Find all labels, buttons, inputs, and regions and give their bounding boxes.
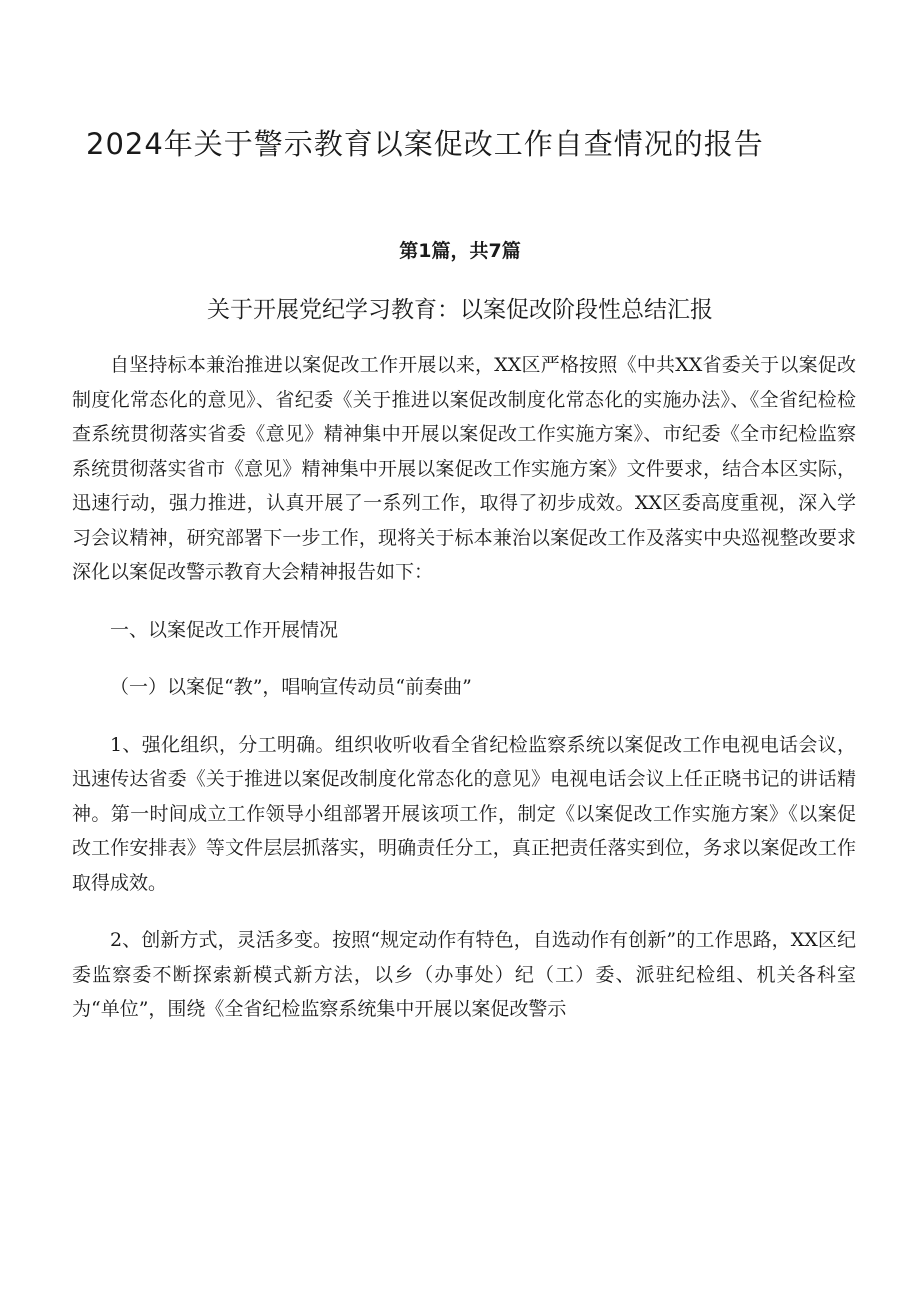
heading-level-2: （一）以案促“教”，唱响宣传动员“前奏曲” [110,676,472,698]
item-paragraph-2: 2、创新方式，灵活多变。按照“规定动作有特色，自选动作有创新”的工作思路，XX区纪委监察委不断探索新模式新方法，以乡（办事处）纪（工）委、派驻纪检组、机关各科室为“单位”，围绕《全省纪检监察系统集中开展以案促改警示 [72,929,856,1020]
item-paragraph-1: 1、强化组织，分工明确。组织收听收看全省纪检监察系统以案促改工作电视电话会议，迅速传达省委《关于推进以案促改制度化常态化的意见》电视电话会议上任正晓书记的讲话精神。第一时间成立工作领导小组部署开展该项工作，制定《以案促改工作实施方案》《以案促改工作安排表》等文件层层抓落实，明确责任分工，真正把责任落实到位，务求以案促改工作取得成效。 [72,733,856,894]
document-title: 2024年关于警示教育以案促改工作自查情况的报告 [86,127,764,161]
intro-paragraph: 自坚持标本兼治推进以案促改工作开展以来，XX区严格按照《中共XX省委关于以案促改制度化常态化的意见》、省纪委《关于推进以案促改制度化常态化的实施办法》、《全省纪检检查系统贯彻落实省委《意见》精神集中开展以案促改工作实施方案》、市纪委《全市纪检监察系统贯彻落实省市《意见》精神集中开展以案促改工作实施方案》文件要求，结合本区实际，迅速行动，强力推进，认真开展了一系列工作，取得了初步成效。XX区委高度重视，深入学习会议精神，研究部署下一步工作，现将关于标本兼治以案促改工作及落实中央巡视整改要求深化以案促改警示教育大会精神报告如下： [72,354,856,583]
section-title: 关于开展党纪学习教育：以案促改阶段性总结汇报 [207,297,713,323]
document-body [72,348,856,1027]
part-label: 第1篇，共7篇 [399,240,521,262]
heading-level-1: 一、以案促改工作开展情况 [110,618,339,641]
